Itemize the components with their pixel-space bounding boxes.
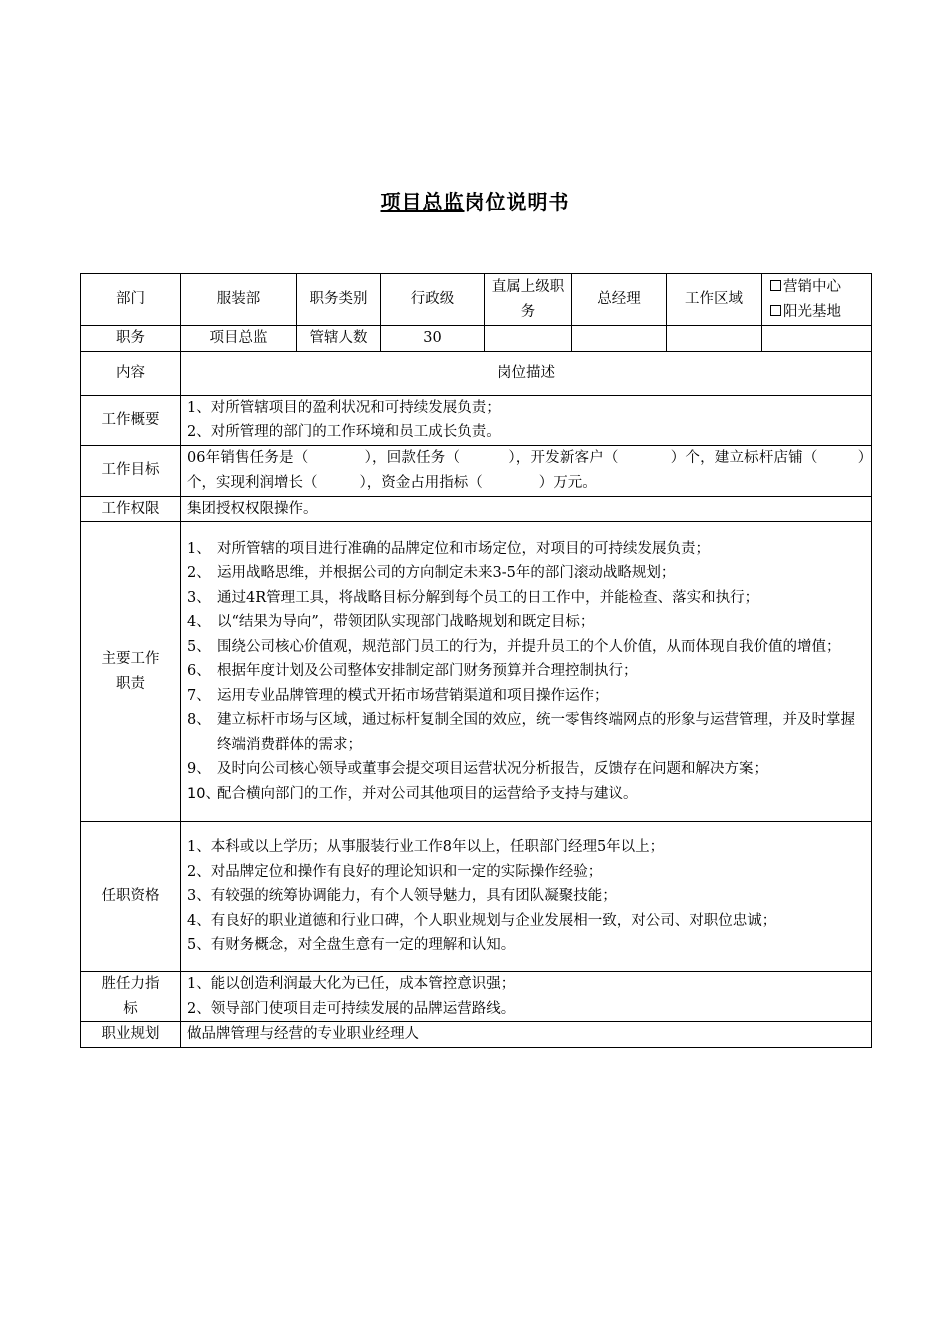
duty-item [187, 684, 865, 709]
duty-item [187, 610, 865, 635]
duties-label [81, 522, 181, 822]
duties-list [181, 522, 872, 822]
content-label: 内容 [81, 351, 181, 395]
empty-cell [762, 326, 872, 352]
overview-content [181, 395, 872, 445]
competency-list [181, 972, 872, 1022]
qualifications-list [181, 822, 872, 972]
qualification-item: 1、本科或以上学历；从事服装行业工作8年以上，任职部门经理5年以上； [187, 839, 665, 856]
qualification-item: 3、有较强的统筹协调能力，有个人领导魅力，具有团队凝聚技能； [187, 888, 617, 905]
duty-number: 4、 [187, 614, 211, 631]
dept-value: 服装部 [181, 274, 297, 326]
duty-number: 10、 [187, 785, 220, 802]
checkbox-icon[interactable] [770, 305, 781, 316]
career-row [81, 1022, 872, 1048]
duty-item [187, 537, 865, 562]
authority-label: 工作权限 [81, 496, 181, 522]
duty-number: 2、 [187, 565, 211, 582]
goal-row [81, 445, 872, 496]
duties-label-text: 主要工作职责 [101, 651, 160, 692]
qualifications-row [81, 822, 872, 972]
goal-content [181, 445, 872, 496]
area-options [762, 274, 872, 326]
overview-item: 2、对所管理的部门的工作环境和员工成长负责。 [187, 424, 501, 440]
checkbox-icon[interactable] [770, 280, 781, 291]
competency-item: 2、领导部门使项目走可持续发展的品牌运营路线。 [187, 1000, 516, 1017]
duty-text: 根据年度计划及公司整体安排制定部门财务预算并合理控制执行； [217, 663, 638, 680]
dept-label: 部门 [81, 274, 181, 326]
duty-text: 以“结果为导向”，带领团队实现部门战略规划和既定目标； [217, 614, 595, 631]
competency-label-text: 胜任力指标 [101, 976, 160, 1017]
duty-text: 对所管辖的项目进行准确的品牌定位和市场定位，对项目的可持续发展负责； [217, 540, 710, 557]
duty-item [187, 708, 865, 757]
goal-text: ）个，实现利润增长（ [187, 450, 866, 491]
position-label: 职务 [81, 326, 181, 352]
duty-item [187, 757, 865, 782]
goal-text: ）个，建立标杆店铺（ [670, 450, 818, 466]
goal-label: 工作目标 [81, 445, 181, 496]
position-value: 项目总监 [181, 326, 297, 352]
duty-text: 配合横向部门的工作，并对公司其他项目的运营给予支持与建议。 [217, 785, 638, 802]
header-row-1 [81, 274, 872, 326]
content-header-row [81, 351, 872, 395]
area-option-1[interactable] [770, 275, 865, 300]
duty-number: 9、 [187, 761, 211, 778]
area-label: 工作区域 [667, 274, 762, 326]
overview-item: 1、对所管辖项目的盈利状况和可持续发展负责； [187, 399, 501, 416]
goal-text: ），开发新客户（ [508, 450, 619, 466]
span-value: 30 [381, 326, 485, 352]
superior-value: 总经理 [572, 274, 667, 326]
authority-row [81, 496, 872, 522]
duty-text: 通过4R管理工具，将战略目标分解到每个员工的日工作中，并能检查、落实和执行； [217, 589, 760, 606]
area-option-2[interactable] [770, 300, 865, 325]
duty-item [187, 561, 865, 586]
category-value: 行政级 [381, 274, 485, 326]
qualifications-label: 任职资格 [81, 822, 181, 972]
superior-label: 直属上级职务 [485, 274, 572, 326]
competency-label [81, 972, 181, 1022]
duty-item [187, 586, 865, 611]
qualification-item: 2、对品牌定位和操作有良好的理论知识和一定的实际操作经验； [187, 863, 603, 880]
duty-item [187, 659, 865, 684]
job-description-table [80, 273, 872, 1048]
goal-text: ），回款任务（ [364, 450, 461, 466]
goal-text: ）万元。 [538, 474, 597, 491]
duty-text: 运用专业品牌管理的模式开拓市场营销渠道和项目操作运作； [217, 687, 609, 704]
duty-text: 建立标杆市场与区域，通过标杆复制全国的效应，统一零售终端网点的形象与运营管理，并及时掌握终端消费群体的需求； [217, 712, 855, 753]
goal-text: 06年销售任务是（ [187, 450, 309, 466]
qualification-item: 5、有财务概念，对全盘生意有一定的理解和认知。 [187, 937, 516, 954]
overview-label: 工作概要 [81, 395, 181, 445]
duty-item [187, 782, 865, 807]
empty-cell [572, 326, 667, 352]
duty-text: 围绕公司核心价值观，规范部门员工的行为，并提升员工的个人价值，从而体现自我价值的增值； [217, 638, 841, 655]
duty-number: 7、 [187, 687, 211, 704]
desc-label: 岗位描述 [181, 351, 872, 395]
area-option-2-label: 阳光基地 [783, 303, 841, 320]
empty-cell [485, 326, 572, 352]
duty-text: 运用战略思维，并根据公司的方向制定未来3-5年的部门滚动战略规划； [217, 565, 676, 582]
empty-cell [667, 326, 762, 352]
qualification-item: 4、有良好的职业道德和行业口碑，个人职业规划与企业发展相一致，对公司、对职位忠诚； [187, 912, 777, 929]
duty-number: 1、 [187, 540, 211, 557]
header-row-2 [81, 326, 872, 352]
title-underlined: 项目总监 [380, 190, 465, 214]
duty-text: 及时向公司核心领导或董事会提交项目运营状况分析报告，反馈存在问题和解决方案； [217, 761, 768, 778]
overview-row [81, 395, 872, 445]
duty-number: 6、 [187, 663, 211, 680]
career-text: 做品牌管理与经营的专业职业经理人 [181, 1022, 872, 1048]
career-label: 职业规划 [81, 1022, 181, 1048]
duty-number: 5、 [187, 638, 211, 655]
duties-row [81, 522, 872, 822]
competency-row [81, 972, 872, 1022]
page-title [0, 186, 950, 215]
duty-number: 8、 [187, 712, 211, 729]
title-rest: 岗位说明书 [464, 190, 570, 214]
span-label: 管辖人数 [297, 326, 381, 352]
area-option-1-label: 营销中心 [783, 279, 841, 295]
category-label: 职务类别 [297, 274, 381, 326]
authority-text: 集团授权权限操作。 [181, 496, 872, 522]
competency-item: 1、能以创造利润最大化为已任，成本管控意识强； [187, 976, 516, 992]
goal-text: ），资金占用指标（ [359, 474, 483, 491]
duty-item [187, 635, 865, 660]
duty-number: 3、 [187, 589, 211, 606]
